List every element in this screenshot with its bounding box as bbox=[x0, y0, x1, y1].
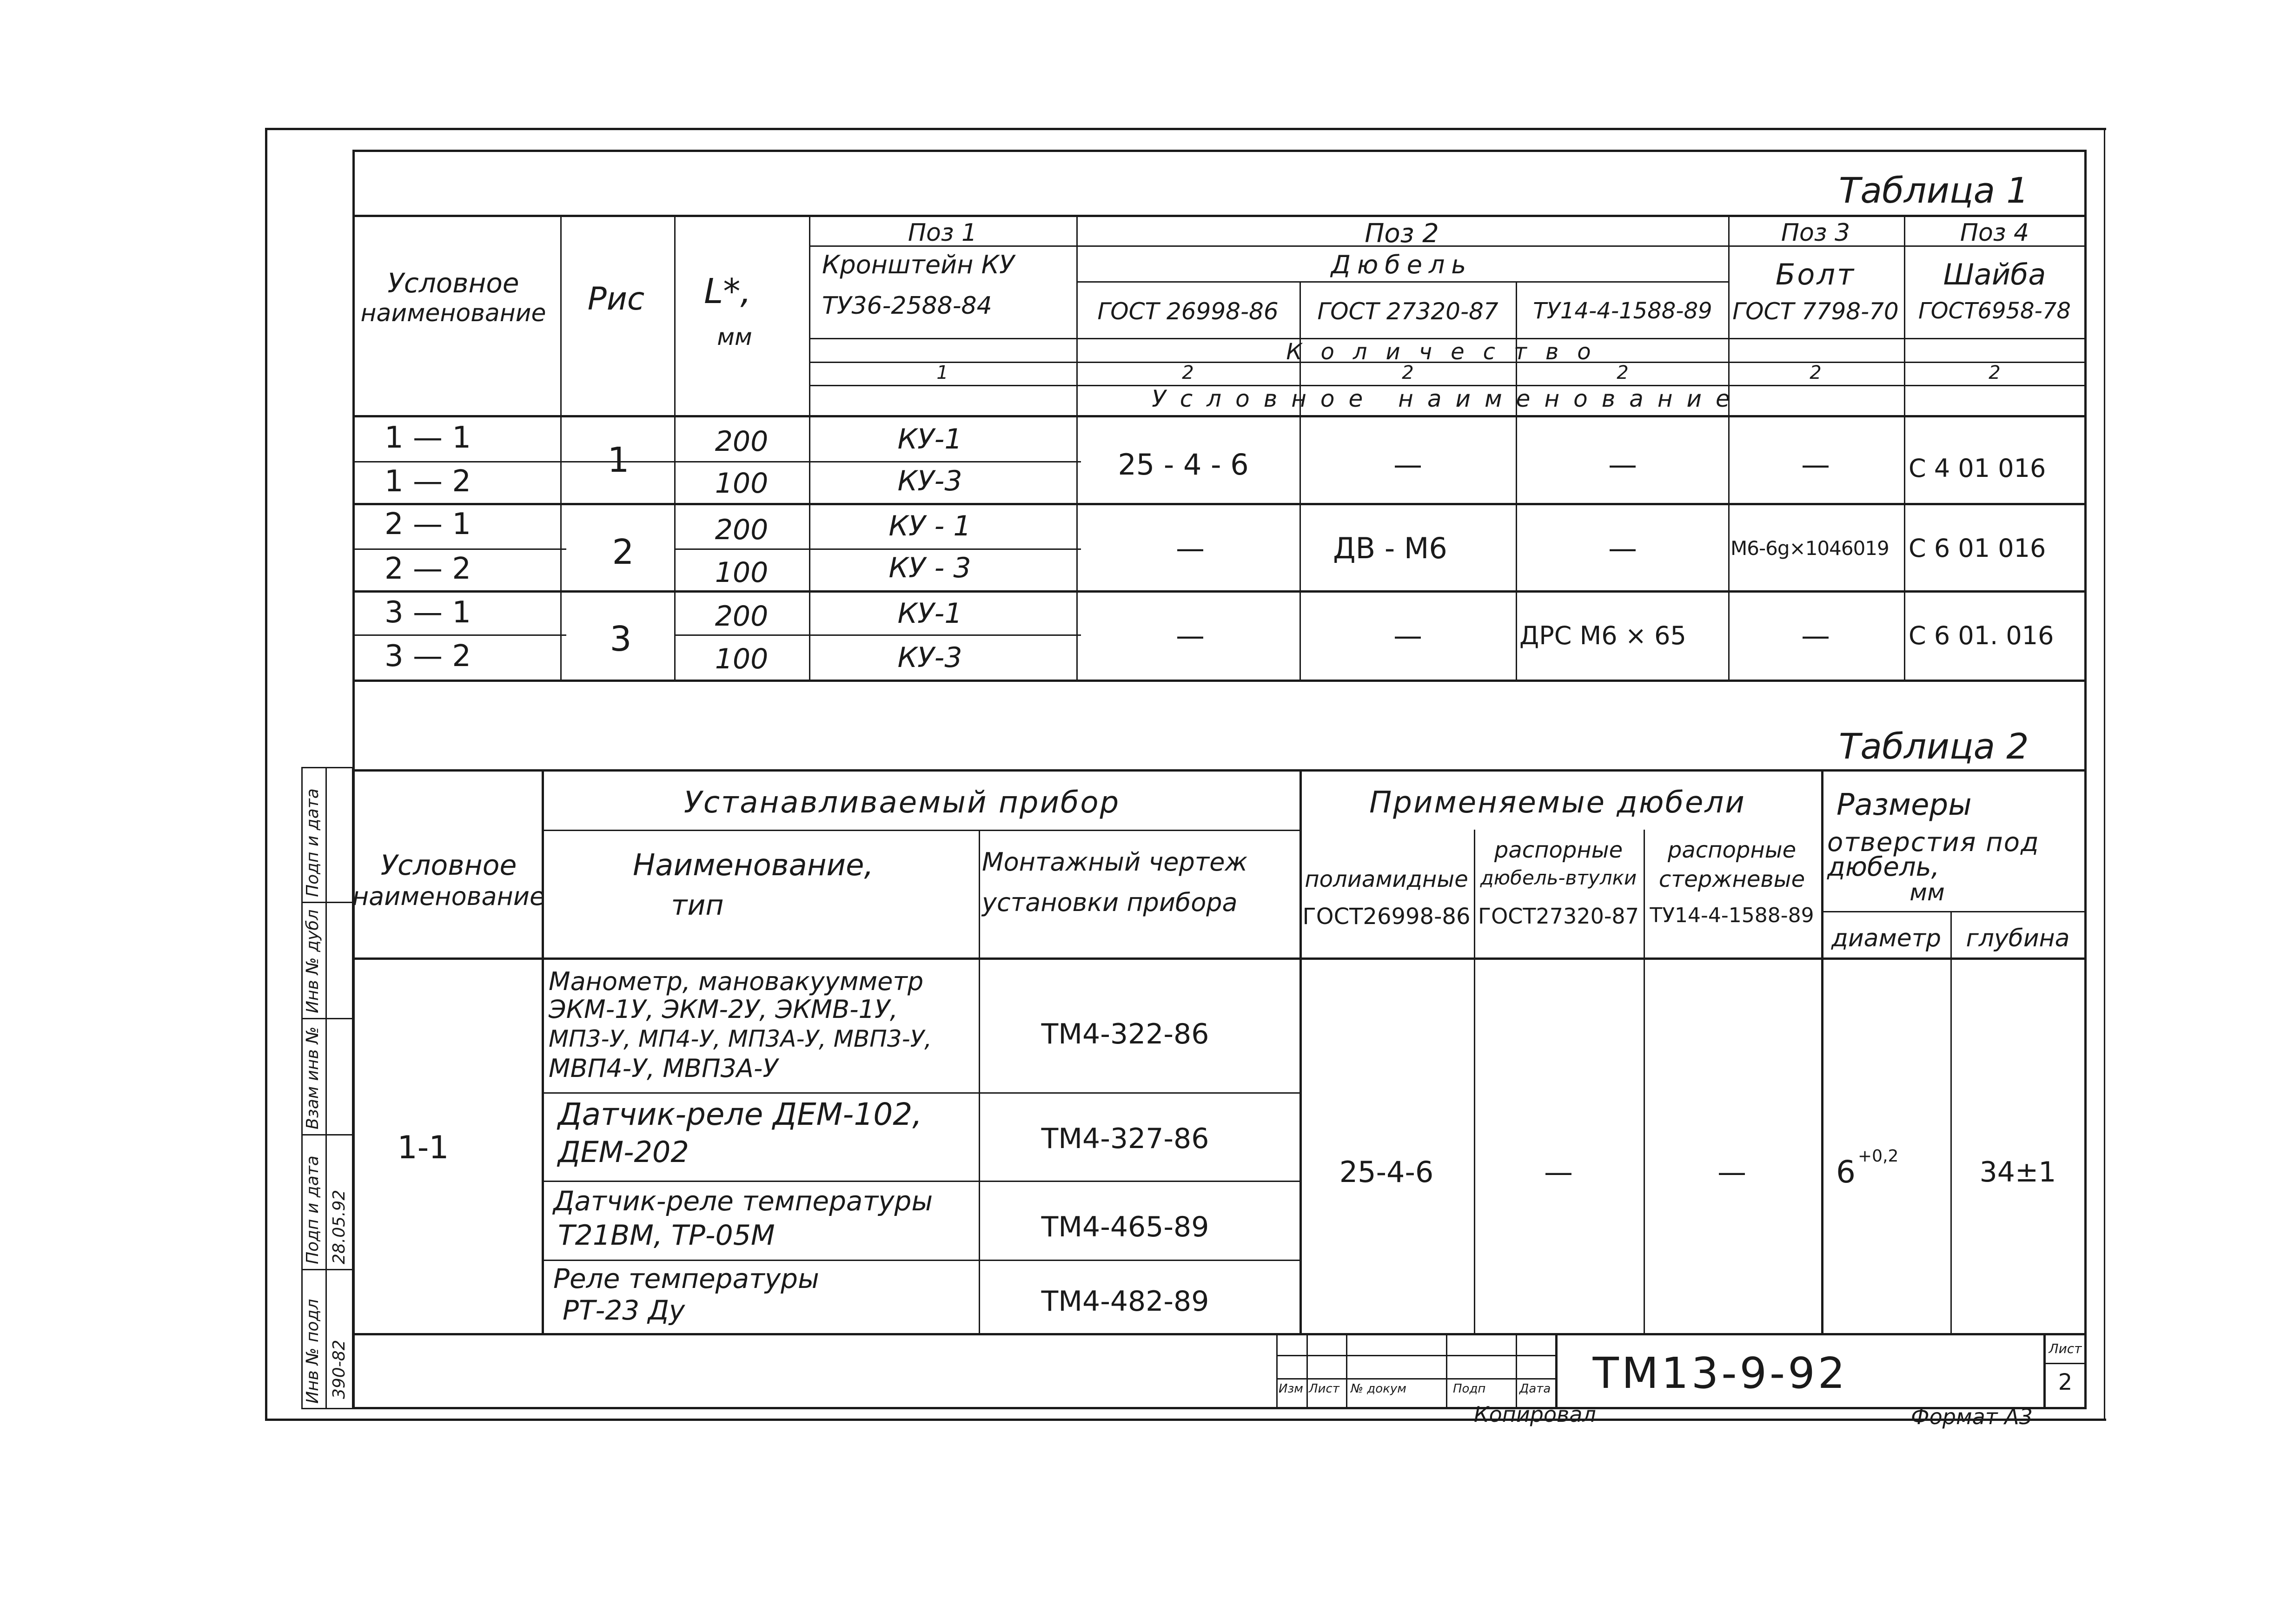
t2-head-d2-3: ГОСТ27320-87 bbox=[1478, 904, 1639, 929]
footer-copied: Копировал bbox=[1474, 1402, 1596, 1427]
t1-g3-ris: 3 bbox=[610, 619, 632, 659]
t1-qty-6: 2 bbox=[1989, 362, 2001, 383]
title-col-doc: № докум bbox=[1351, 1382, 1406, 1396]
t2-head-devname-2: тип bbox=[671, 889, 724, 922]
outer-left-line bbox=[265, 128, 267, 1420]
t1-qty-3: 2 bbox=[1402, 362, 1414, 383]
t1-row-2-1-len: 200 bbox=[715, 514, 769, 546]
t1-row-3-2-ku: КУ-3 bbox=[897, 641, 962, 674]
outer-bottom-line bbox=[265, 1419, 2106, 1421]
t2-dev4-line1: Реле температуры bbox=[553, 1263, 819, 1294]
t1-g2-bolt: М6-6g×1046019 bbox=[1730, 537, 1889, 560]
t1-pos2: Поз 2 bbox=[1365, 218, 1439, 249]
t2-dev3-line2: Т21ВМ, ТР-05М bbox=[558, 1219, 775, 1252]
t1-g1-d3: — bbox=[1608, 448, 1637, 482]
t1-head-name-1: Условное bbox=[387, 267, 519, 299]
t2-head-hole-4: мм bbox=[1909, 879, 1945, 906]
title-code: ТМ13-9-92 bbox=[1592, 1348, 1848, 1398]
t1-head-name-2: наименование bbox=[360, 299, 546, 327]
t2-head-d3-3: ТУ14-4-1588-89 bbox=[1650, 904, 1814, 927]
t1-row-2-1-ku: КУ - 1 bbox=[888, 510, 971, 542]
t2-dev1-line4: МВП4-У, МВП3А-У bbox=[549, 1054, 778, 1083]
t1-pos3-item: Болт bbox=[1775, 257, 1856, 291]
t1-pos1-doc: ТУ36-2588-84 bbox=[822, 292, 992, 320]
title-col-list: Лист bbox=[1309, 1382, 1339, 1396]
t2-dev1-line2: ЭКМ-1У, ЭКМ-2У, ЭКМВ-1У, bbox=[549, 995, 898, 1024]
t2-dev2-draw: ТМ4-327-86 bbox=[1041, 1122, 1209, 1155]
t1-pos2-item: Дюбель bbox=[1331, 250, 1473, 279]
t2-diam-tol: +0,2 bbox=[1858, 1147, 1899, 1166]
t1-g2-washer: С 6 01 016 bbox=[1909, 534, 2046, 563]
t1-row-2-2-name: 2 — 2 bbox=[384, 552, 471, 586]
t2-head-devdraw-1: Монтажный чертеж bbox=[982, 847, 1248, 877]
t2-dev1-draw: ТМ4-322-86 bbox=[1041, 1018, 1209, 1050]
table2-caption: Таблица 2 bbox=[1839, 726, 2029, 767]
t1-g2-d2: ДВ - М6 bbox=[1333, 531, 1447, 565]
t1-g2-d1: — bbox=[1176, 531, 1205, 565]
t1-row-3-1-name: 3 — 1 bbox=[384, 595, 471, 630]
t2-bottom-line bbox=[352, 1333, 2087, 1335]
t2-d3: — bbox=[1717, 1155, 1746, 1189]
t2-head-d1-2: ГОСТ26998-86 bbox=[1302, 904, 1471, 930]
t2-d2: — bbox=[1544, 1155, 1573, 1189]
title-sheet: 2 bbox=[2058, 1369, 2073, 1395]
t1-pos4-doc: ГОСТ6958-78 bbox=[1918, 298, 2071, 324]
t2-dev2-line1: Датчик-реле ДЕМ-102, bbox=[558, 1096, 922, 1132]
side-value-date: 28.05.92 bbox=[330, 1189, 349, 1264]
t2-diam: 6 bbox=[1836, 1154, 1856, 1190]
t2-head-hole-3: дюбель, bbox=[1827, 852, 1940, 882]
t2-head-d3-2: стержневые bbox=[1658, 866, 1805, 892]
t1-pos4: Поз 4 bbox=[1960, 219, 2029, 247]
t2-top-line bbox=[352, 769, 2087, 772]
t1-g1-d2: — bbox=[1393, 448, 1422, 482]
t1-row-1-1-len: 200 bbox=[715, 425, 769, 458]
t1-pos1-item: Кронштейн КУ bbox=[822, 250, 1014, 279]
side-stamp-label-3: Взам инв № bbox=[303, 1026, 322, 1129]
t1-row-2-2-len: 100 bbox=[715, 556, 769, 589]
t1-row-3-2-name: 3 — 2 bbox=[384, 639, 471, 673]
t1-row-1-2-len: 100 bbox=[715, 467, 769, 500]
t1-row-3-2-len: 100 bbox=[715, 643, 769, 675]
t2-dev1-line3: МП3-У, МП4-У, МП3А-У, МВП3-У, bbox=[549, 1025, 932, 1052]
t1-row-1-1-ku: КУ-1 bbox=[897, 423, 962, 456]
t2-d1: 25-4-6 bbox=[1339, 1155, 1434, 1189]
side-value-inv: 390-82 bbox=[330, 1340, 349, 1399]
t1-row-2-2-ku: КУ - 3 bbox=[888, 552, 971, 584]
t2-dev1-line1: Манометр, мановакуумметр bbox=[549, 967, 924, 996]
t1-bottom-line bbox=[352, 680, 2087, 682]
t1-head-length-unit: мм bbox=[717, 323, 752, 350]
t2-head-d2-2: дюбель-втулки bbox=[1480, 866, 1637, 889]
title-col-podp: Подп bbox=[1453, 1382, 1486, 1396]
side-stamp-label-1: Инв № подл bbox=[303, 1299, 322, 1404]
t2-head-name-2: наименование bbox=[352, 882, 545, 911]
t2-head-d3-1: распорные bbox=[1667, 837, 1797, 863]
t2-depth: 34±1 bbox=[1979, 1156, 2056, 1188]
t1-pos2-doc-2: ГОСТ 27320-87 bbox=[1317, 298, 1498, 325]
outer-right-line bbox=[2104, 128, 2105, 1420]
side-stamp-label-2: Подп и дата bbox=[303, 1155, 322, 1264]
title-sheet-label: Лист bbox=[2049, 1341, 2082, 1356]
outer-top-line bbox=[265, 128, 2106, 130]
t2-head-hole-2: отверстия под bbox=[1827, 827, 2040, 858]
t2-head-diam: диаметр bbox=[1831, 924, 1942, 952]
t2-head-devdraw-2: установки прибора bbox=[982, 888, 1238, 917]
t1-cond-label: Условное наименование bbox=[1152, 385, 1744, 412]
t1-g3-d3: ДРС М6 × 65 bbox=[1519, 621, 1686, 650]
t2-head-d1-1: полиамидные bbox=[1305, 866, 1468, 892]
t2-head-dowels: Применяемые дюбели bbox=[1369, 786, 1746, 820]
t1-top-line bbox=[352, 215, 2087, 217]
t1-row-1-2-name: 1 — 2 bbox=[384, 464, 471, 499]
t1-qty-label: Количество bbox=[1286, 339, 1610, 365]
side-stamp-label-5: Подп и дата bbox=[303, 788, 322, 897]
t1-qty-2: 2 bbox=[1182, 362, 1194, 383]
t1-g1-bolt: — bbox=[1801, 448, 1830, 482]
t1-g2-d3: — bbox=[1608, 531, 1637, 565]
t1-qty-4: 2 bbox=[1617, 362, 1629, 383]
t2-head-depth: глубина bbox=[1966, 924, 2070, 952]
t1-row-3-1-ku: КУ-1 bbox=[897, 597, 962, 630]
footer-format: Формат А3 bbox=[1911, 1404, 2033, 1429]
t2-head-d2-1: распорные bbox=[1494, 837, 1623, 863]
t1-head-length: L*, bbox=[704, 271, 751, 311]
t1-g1-d1: 25 - 4 - 6 bbox=[1118, 448, 1249, 482]
t1-g3-bolt: — bbox=[1801, 619, 1830, 653]
t1-g3-washer: С 6 01. 016 bbox=[1909, 621, 2054, 650]
t1-row-1-2-ku: КУ-3 bbox=[897, 465, 962, 497]
t2-row-name: 1-1 bbox=[397, 1129, 449, 1166]
t2-dev2-line2: ДЕМ-202 bbox=[558, 1135, 689, 1169]
t2-head-devname-1: Наименование, bbox=[633, 848, 874, 883]
t1-pos2-doc-3: ТУ14-4-1588-89 bbox=[1533, 298, 1712, 324]
t2-dev4-line2: РТ-23 Ду bbox=[563, 1294, 685, 1326]
t1-g1-washer: С 4 01 016 bbox=[1909, 454, 2046, 483]
t2-head-hole-1: Размеры bbox=[1836, 788, 1972, 822]
t1-row-1-1-name: 1 — 1 bbox=[384, 421, 471, 455]
t1-g3-d1: — bbox=[1176, 619, 1205, 653]
t2-dev3-line1: Датчик-реле температуры bbox=[553, 1185, 933, 1217]
t1-pos3-doc: ГОСТ 7798-70 bbox=[1732, 298, 1899, 325]
t1-row-3-1-len: 200 bbox=[715, 600, 769, 633]
t1-g1-ris: 1 bbox=[607, 440, 630, 480]
t2-dev3-draw: ТМ4-465-89 bbox=[1041, 1211, 1209, 1243]
t2-dev4-draw: ТМ4-482-89 bbox=[1041, 1285, 1209, 1318]
t1-pos1: Поз 1 bbox=[908, 219, 977, 247]
t2-head-name-1: Условное bbox=[380, 849, 517, 882]
t1-row-2-1-name: 2 — 1 bbox=[384, 507, 471, 541]
t1-pos2-doc-1: ГОСТ 26998-86 bbox=[1097, 298, 1279, 325]
t1-head-ris: Рис bbox=[587, 281, 645, 317]
t2-head-device: Устанавливаемый прибор bbox=[683, 786, 1120, 820]
side-stamp-label-4: Инв № дубл bbox=[303, 909, 322, 1013]
title-col-date: Дата bbox=[1519, 1382, 1551, 1396]
t1-qty-1: 1 bbox=[936, 362, 948, 383]
table1-caption: Таблица 1 bbox=[1839, 170, 2029, 211]
t1-g2-ris: 2 bbox=[612, 532, 634, 572]
t1-g3-d2: — bbox=[1393, 619, 1422, 653]
t1-pos3: Поз 3 bbox=[1781, 219, 1850, 247]
title-col-izm: Изм bbox=[1279, 1382, 1303, 1396]
t1-qty-5: 2 bbox=[1810, 362, 1822, 383]
t1-pos4-item: Шайба bbox=[1943, 257, 2046, 291]
